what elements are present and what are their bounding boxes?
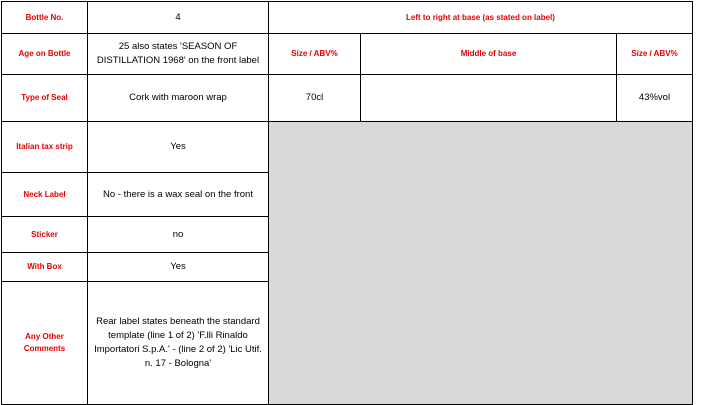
neck-label-label: Neck Label bbox=[1, 172, 88, 217]
bottle-no-label: Bottle No. bbox=[1, 1, 88, 34]
base-header: Left to right at base (as stated on label) bbox=[268, 1, 693, 34]
sticker-value: no bbox=[87, 216, 269, 253]
tax-strip-value: Yes bbox=[87, 121, 269, 173]
comments-value: Rear label states beneath the standard template (line 1 of 2) 'F.lli Rinaldo Importatori S.p.A.' - (line 2 of 2) 'Lic Utif. n. 17 - Bologna' bbox=[87, 281, 269, 405]
seal-label: Type of Seal bbox=[1, 74, 88, 122]
base-right-value: 43%vol bbox=[616, 74, 693, 122]
tax-strip-label: Italian tax strip bbox=[1, 121, 88, 173]
base-left-value: 70cl bbox=[268, 74, 361, 122]
bottle-no-value: 4 bbox=[87, 1, 269, 34]
sticker-label: Sticker bbox=[1, 216, 88, 253]
base-col-right-header: Size / ABV% bbox=[616, 33, 693, 75]
empty-shaded-area bbox=[268, 121, 693, 405]
seal-value: Cork with maroon wrap bbox=[87, 74, 269, 122]
base-col-middle-header: Middle of base bbox=[360, 33, 617, 75]
box-value: Yes bbox=[87, 252, 269, 282]
age-label: Age on Bottle bbox=[1, 33, 88, 75]
comments-label: Any Other Comments bbox=[1, 281, 88, 405]
base-middle-value bbox=[360, 74, 617, 122]
age-value: 25 also states 'SEASON OF DISTILLATION 1968' on the front label bbox=[87, 33, 269, 75]
box-label: With Box bbox=[1, 252, 88, 282]
base-col-left-header: Size / ABV% bbox=[268, 33, 361, 75]
neck-label-value: No - there is a wax seal on the front bbox=[87, 172, 269, 217]
